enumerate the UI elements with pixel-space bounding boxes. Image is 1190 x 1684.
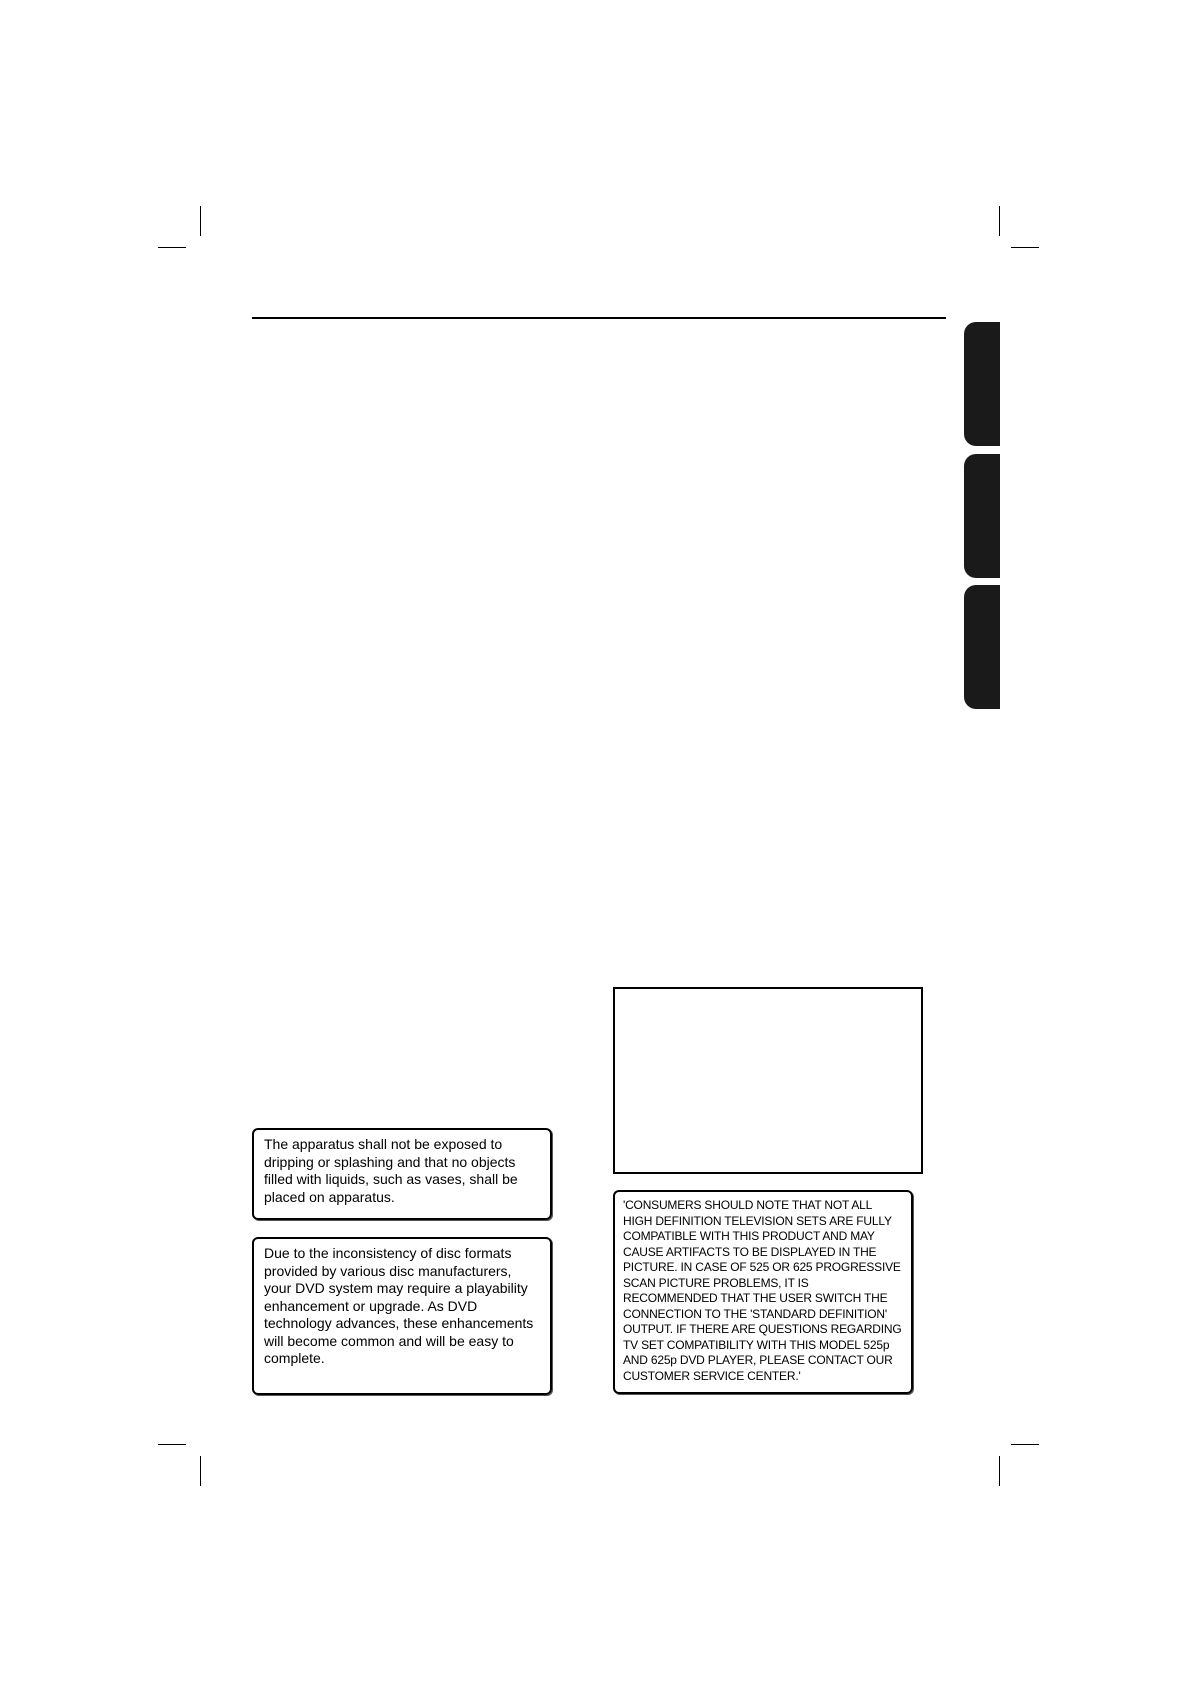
crop-mark-top-right-vertical [999,206,1000,236]
crop-mark-bottom-right-vertical [999,1456,1000,1486]
section-tab-3 [964,585,1000,709]
crop-mark-bottom-left-vertical [200,1456,201,1486]
crop-mark-top-left-horizontal [158,247,186,248]
hdtv-compatibility-notice: 'CONSUMERS SHOULD NOTE THAT NOT ALL HIGH DEFINITION TELEVISION SETS ARE FULLY COMPATIBLE WITH THIS PRODUCT AND MAY CAUSE ARTIFACTS TO BE DISPLAYED IN THE PICTURE. IN CASE OF 525 OR 625 PROGRESSIVE SCAN PICTURE PROBLEMS, IT IS RECOMMENDED THAT THE USER SWITCH THE CONNECTION TO THE 'STANDARD DEFINITION' OUTPUT. IF THERE ARE QUESTIONS REGARDING TV SET COMPATIBILITY WITH THIS MODEL 525p AND 625p DVD PLAYER, PLEASE CONTACT OUR CUSTOMER SERVICE CENTER.' [613,1190,913,1394]
dripping-warning-notice: The apparatus shall not be exposed to dripping or splashing and that no objects filled with liquids, such as vases, shall be placed on apparatus. [252,1128,552,1220]
disc-format-notice: Due to the inconsistency of disc formats provided by various disc manufacturers, your DVD system may require a playability enhancement or upgrade. As DVD technology advances, these enhancements will become common and will be easy to complete. [252,1237,552,1395]
crop-mark-bottom-left-horizontal [158,1444,186,1445]
crop-mark-top-right-horizontal [1011,247,1039,248]
section-tab-2 [964,454,1000,578]
crop-mark-top-left-vertical [200,206,201,236]
section-tab-1 [964,322,1000,446]
crop-mark-bottom-right-horizontal [1011,1444,1039,1445]
empty-notice-frame [613,987,923,1174]
header-rule [252,317,946,319]
